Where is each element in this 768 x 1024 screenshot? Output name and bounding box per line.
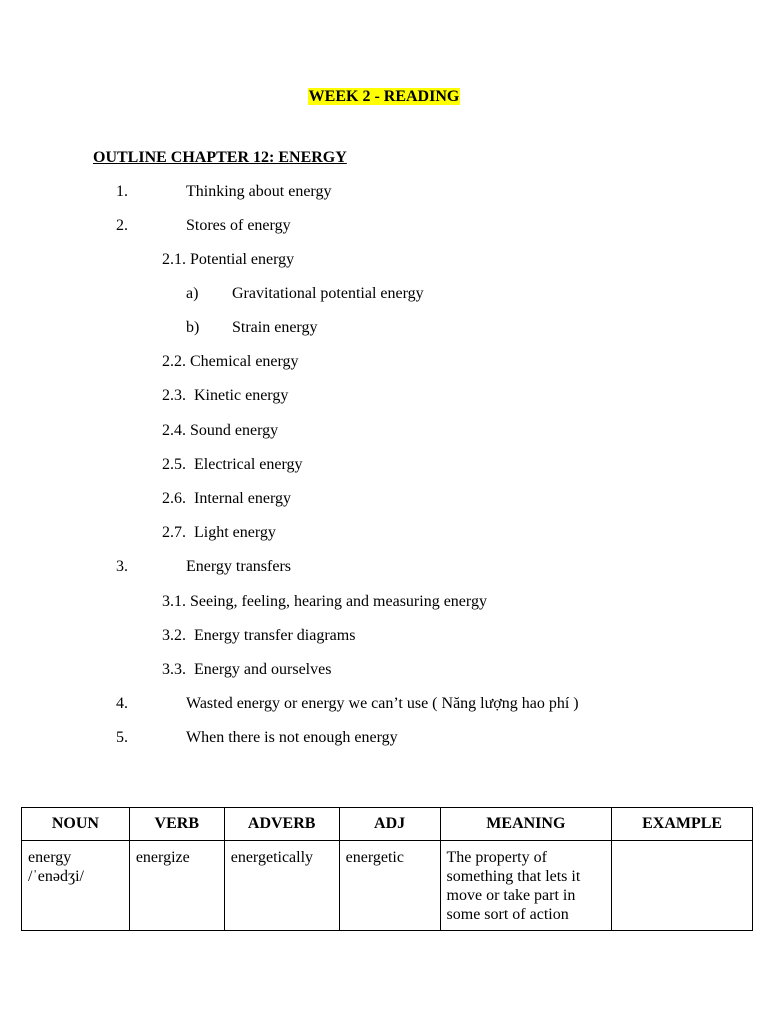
cell-adj: energetic (339, 841, 440, 931)
outline-text: 2.6. Internal energy (162, 490, 291, 507)
table-row (22, 841, 753, 931)
outline-text: 2.7. Light energy (162, 524, 276, 541)
outline-text: 3.1. Seeing, feeling, hearing and measuring energy (162, 593, 487, 610)
header-adverb: ADVERB (224, 808, 339, 841)
cell-example (612, 841, 753, 931)
outline-number: 5. (116, 729, 128, 746)
cell-noun: energy /ˈenədʒi/ (22, 841, 130, 931)
outline-text: 2.3. Kinetic energy (162, 387, 289, 404)
cell-meaning: The property of something that lets it move or take part in some sort of action (440, 841, 612, 931)
outline-number: b) (186, 319, 200, 336)
outline-text: 2.1. Potential energy (162, 251, 295, 268)
outline-text: 3.2. Energy transfer diagrams (162, 627, 356, 644)
cell-verb: energize (129, 841, 224, 931)
chapter-heading: OUTLINE CHAPTER 12: ENERGY (93, 149, 347, 166)
outline-text: Wasted energy or energy we can’t use ( Năng lượng hao phí ) (186, 695, 579, 712)
outline-number: 3. (116, 558, 128, 575)
table-header-row (22, 808, 753, 841)
outline-text: When there is not enough energy (186, 729, 398, 746)
header-noun: NOUN (22, 808, 130, 841)
outline-number: 1. (116, 183, 128, 200)
outline-number: 2. (116, 217, 128, 234)
header-meaning: MEANING (440, 808, 612, 841)
outline-text: Stores of energy (186, 217, 291, 234)
document-title: WEEK 2 - READING (308, 88, 460, 105)
header-example: EXAMPLE (612, 808, 753, 841)
header-verb: VERB (129, 808, 224, 841)
outline-text: Energy transfers (186, 558, 291, 575)
outline-number: a) (186, 285, 199, 302)
header-adj: ADJ (339, 808, 440, 841)
outline-number: 4. (116, 695, 128, 712)
cell-adverb: energetically (224, 841, 339, 931)
outline-text: 2.4. Sound energy (162, 422, 279, 439)
outline-text: Gravitational potential energy (232, 285, 424, 302)
outline-text: 3.3. Energy and ourselves (162, 661, 332, 678)
vocabulary-table (21, 807, 753, 931)
outline-text: Thinking about energy (186, 183, 332, 200)
outline-text: 2.2. Chemical energy (162, 353, 299, 370)
outline-text: Strain energy (232, 319, 318, 336)
outline-text: 2.5. Electrical energy (162, 456, 303, 473)
